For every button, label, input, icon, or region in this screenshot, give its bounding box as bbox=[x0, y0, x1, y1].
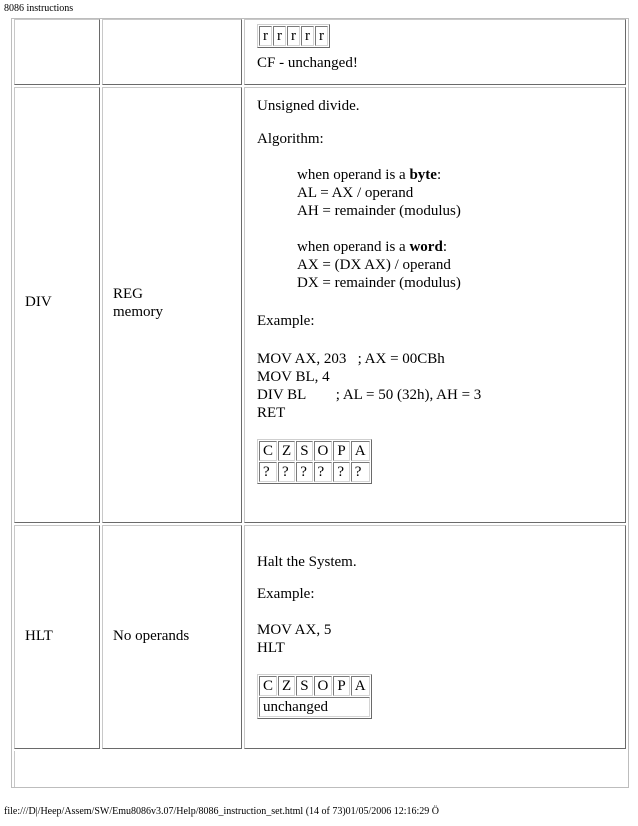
flag-name: C bbox=[259, 441, 277, 461]
flag-value: ? bbox=[351, 462, 370, 482]
byte-intro: when operand is a byte: bbox=[297, 167, 442, 183]
table-row bbox=[12, 751, 628, 787]
flag-value: ? bbox=[296, 462, 312, 482]
flag-value: ? bbox=[333, 462, 349, 482]
example-label: Example: bbox=[257, 586, 315, 602]
flag-name: Z bbox=[278, 441, 295, 461]
flag-name: Z bbox=[278, 676, 295, 696]
description-cell bbox=[244, 19, 626, 85]
byte-line-2: AH = remainder (modulus) bbox=[297, 203, 461, 219]
flag-value: unchanged bbox=[259, 697, 370, 717]
description-cell bbox=[244, 525, 626, 749]
algorithm-label: Algorithm: bbox=[257, 131, 324, 147]
description-cell bbox=[244, 87, 626, 523]
flags-table bbox=[257, 439, 372, 484]
instruction-cell bbox=[14, 87, 100, 523]
operand-memory: memory bbox=[113, 304, 163, 320]
flags-table bbox=[257, 24, 330, 48]
flags-table bbox=[257, 674, 372, 719]
operands-cell bbox=[102, 87, 242, 523]
page-footer: file:///D|/Heep/Assem/SW/Emu8086v3.07/Help/8086_instruction_set.html (14 of 73)01/05/2006 12:16:29 Ö bbox=[4, 806, 440, 817]
flag-value: ? bbox=[278, 462, 295, 482]
flag-value: r bbox=[287, 26, 300, 46]
flag-name: C bbox=[259, 676, 277, 696]
byte-line-1: AL = AX / operand bbox=[297, 185, 414, 201]
flag-name: O bbox=[314, 441, 333, 461]
operands-text: No operands bbox=[113, 628, 190, 644]
operands-cell bbox=[102, 525, 242, 749]
word-line-1: AX = (DX AX) / operand bbox=[297, 257, 451, 273]
flag-name: A bbox=[351, 441, 370, 461]
flag-value: r bbox=[315, 26, 328, 46]
flag-value: ? bbox=[314, 462, 333, 482]
flag-name: S bbox=[296, 676, 312, 696]
flag-name: P bbox=[333, 676, 349, 696]
code-line: RET bbox=[257, 405, 286, 421]
flag-value: ? bbox=[259, 462, 277, 482]
word-intro: when operand is a word: bbox=[297, 239, 447, 255]
code-line: MOV AX, 5 bbox=[257, 622, 332, 638]
table-row-div bbox=[12, 87, 628, 523]
page-header: 8086 instructions bbox=[4, 3, 74, 14]
flag-name: A bbox=[351, 676, 370, 696]
flag-value: r bbox=[273, 26, 286, 46]
flag-name: S bbox=[296, 441, 312, 461]
instruction-cell bbox=[14, 525, 100, 749]
word-line-2: DX = remainder (modulus) bbox=[297, 275, 461, 291]
operand-reg: REG bbox=[113, 286, 143, 302]
flag-value: r bbox=[301, 26, 314, 46]
instruction-cell bbox=[14, 19, 100, 85]
operands-cell bbox=[102, 19, 242, 85]
instruction-table bbox=[11, 18, 629, 788]
example-label: Example: bbox=[257, 313, 315, 329]
instruction-name: HLT bbox=[25, 628, 53, 644]
code-line: MOV BL, 4 bbox=[257, 369, 330, 385]
instruction-name: DIV bbox=[25, 294, 52, 310]
flag-name: P bbox=[333, 441, 349, 461]
description-text: Halt the System. bbox=[257, 554, 357, 570]
code-line: HLT bbox=[257, 640, 285, 656]
flag-value: r bbox=[259, 26, 272, 46]
flag-name: O bbox=[314, 676, 333, 696]
code-line: MOV AX, 203 ; AX = 00CBh bbox=[257, 351, 445, 367]
table-row bbox=[12, 19, 628, 85]
table-row-hlt bbox=[12, 525, 628, 749]
description-text: Unsigned divide. bbox=[257, 98, 360, 114]
code-line: DIV BL ; AL = 50 (32h), AH = 3 bbox=[257, 387, 482, 403]
flags-note: CF - unchanged! bbox=[257, 55, 358, 71]
